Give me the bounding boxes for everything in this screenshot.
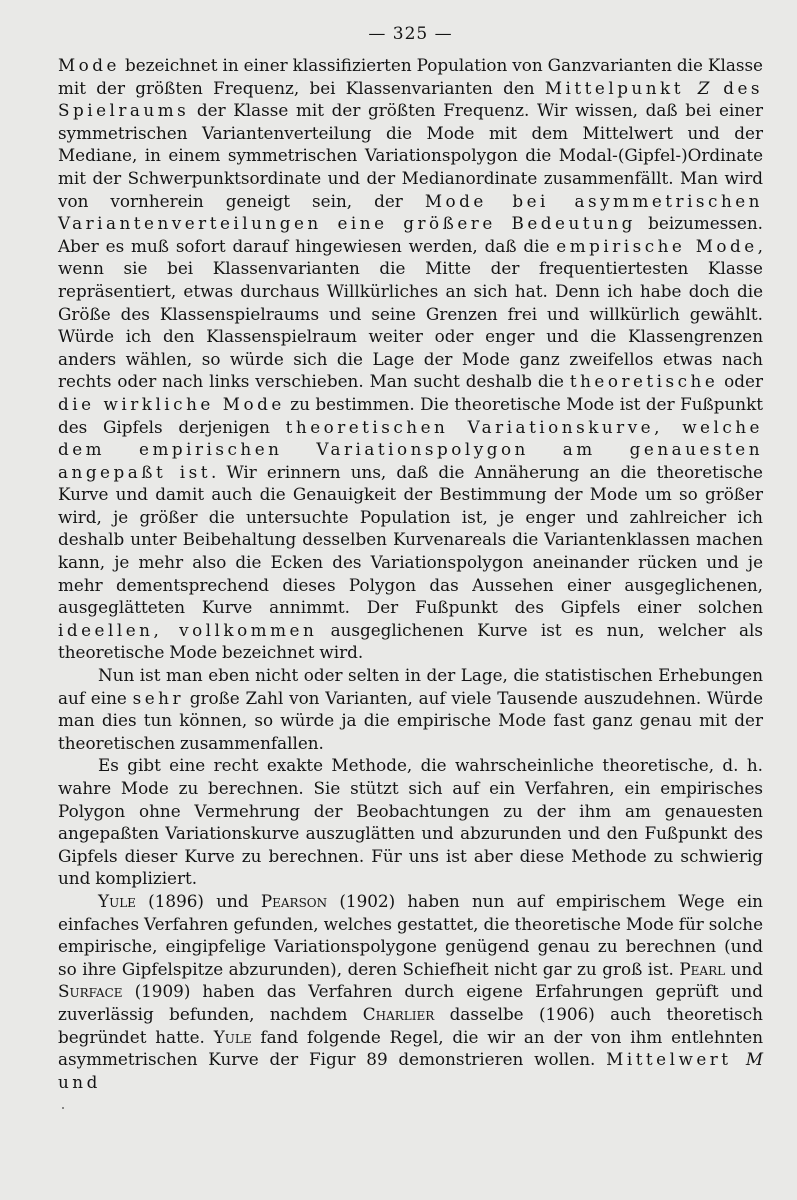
- page-number: — 325 —: [368, 24, 453, 44]
- text-run: und: [725, 958, 763, 979]
- text-run: fand folgende Regel, die wir an der von ihm entlehnten asymmetrischen Kurve der Figur 89 demonstrieren wollen.: [58, 1026, 763, 1070]
- author-name: Yule: [98, 890, 136, 911]
- paragraph: [58, 664, 763, 754]
- emphasis-text: Mittelwert: [606, 1049, 746, 1070]
- text-run: zu bestimmen. Die theoretische Mode ist der Fußpunkt des Gipfels derjenigen: [58, 393, 764, 437]
- text-run: . Wir erinnern uns, daß die Annäherung an die theoretische Kurve und damit auch die Genauigkeit der Bestimmung der Mode um so größer wird, je größer die untersuchte Population ist, je enger und zahlreicher ich deshalb unter Beibehaltung desselben Kurvenareals die Variantenklassen machen kann, je mehr also die Ecken des Variationspolygon aneinander rücken und je mehr dementsprechend dieses Polygon das Aussehen einer ausgeglichenen, ausgeglätteten Kurve annimmt. Der Fußpunkt des Gipfels einer solchen: [58, 461, 763, 618]
- text-run: (1902) haben nun auf empirischem Wege ein einfaches Verfahren gefunden, welches gestattet, die theoretische Mode für solche empirische, eingipfelige Variationspolygone genügend genau zu berechnen (und so ihre Gipfelspitze abzurunden), deren Schiefheit nicht gar zu groß ist.: [58, 890, 763, 979]
- emphasis-text: Mode bei asymmetrischen Variantenverteilungen eine größere Bedeutung: [58, 190, 763, 234]
- author-name: Pearl: [679, 958, 726, 979]
- print-speck: [62, 1107, 64, 1109]
- author-name: Pearson: [260, 890, 328, 911]
- paragraph: [58, 754, 763, 890]
- author-name: Surface: [58, 981, 123, 1002]
- author-name: Yule: [213, 1026, 252, 1047]
- author-name: Charlier: [362, 1003, 435, 1024]
- emphasis-text: Mode: [58, 55, 120, 75]
- text-run: bezeichnet in einer klassifizierten Population von Ganzvarianten die Klasse mit der größten Frequenz, bei Klassenvarianten den: [58, 55, 763, 98]
- text-run: , wenn sie bei Klassenvarianten die Mitte der frequentiertesten Klasse repräsentiert, etwas durchaus Willkürliches an sich hat. Denn ich habe doch die Größe des Klassenspielraums und seine Grenzen frei und willkürlich gewählt. Würde ich den Klassenspielraum weiter oder enger und die Klassengrenzen anders wählen, so würde sich die Lage der Mode ganz zweifellos etwas nach rechts oder nach links verschieben. Man sucht deshalb die: [58, 235, 764, 392]
- text-run: der Klasse mit der größten Frequenz. Wir wissen, daß bei einer symmetrischen Variantenverteilung die Mode mit dem Mittelwert und der Mediane, in einem symmetrischen Variationspolygon die Modal-(Gipfel-)Ordinate mit der Schwerpunktsordinate und der Medianordinate zusammenfällt. Man wird von vornherein geneigt sein, der: [58, 100, 763, 211]
- emphasis-text: theoretischen Variationskurve, welche dem empirischen Variationspolygon am genauesten angepaßt ist: [58, 416, 763, 482]
- text-run: oder: [718, 371, 763, 392]
- text-run: dasselbe (1906) auch theoretisch begründet hatte.: [58, 1003, 763, 1047]
- text-run: Es gibt eine recht exakte Methode, die wahrscheinliche theoretische, d. h. wahre Mode zu berechnen. Sie stützt sich auf ein Verfahren, ein empirisches Polygon ohne Vermehrung der Beobachtungen zu der ihm am genauesten angepaßten Variationskurve auszuglätten und abzurunden und den Fußpunkt des Gipfels dieser Kurve zu berechnen. Für uns ist aber diese Methode zu schwierig und kompliziert.: [58, 755, 763, 889]
- symbol-text: M: [745, 1049, 763, 1070]
- emphasis-text: und: [58, 1071, 101, 1092]
- body-text: [58, 54, 763, 1093]
- symbol-text: Z: [697, 77, 710, 98]
- text-run: (1896) und: [135, 890, 261, 911]
- paragraph: [58, 54, 763, 664]
- emphasis-text: des Spielraums: [58, 77, 763, 121]
- paragraph: [58, 890, 763, 1093]
- text-run: beizumessen. Aber es muß sofort darauf hingewiesen werden, daß die: [58, 213, 763, 256]
- emphasis-text: theoretische: [569, 371, 719, 392]
- emphasis-text: die wirkliche Mode: [58, 393, 285, 414]
- text-run: (1909) haben das Verfahren durch eigene Erfahrungen geprüft und zuverlässig befunden, nachdem: [58, 981, 763, 1024]
- emphasis-text: empirische Mode: [556, 235, 758, 256]
- text-run: große Zahl von Varianten, auf viele Tausende auszudehnen. Würde man dies tun können, so würde ja die empirische Mode fast ganz genau mit der theoretischen zusammenfallen.: [58, 687, 763, 753]
- emphasis-text: ideellen, vollkommen: [58, 619, 318, 640]
- text-run: Nun ist man eben nicht oder selten in der Lage, die statistischen Erhebungen auf eine: [58, 665, 763, 708]
- text-run: ausgeglichenen Kurve ist es nun, welcher als theoretische Mode bezeichnet wird.: [58, 619, 763, 663]
- emphasis-text: sehr: [132, 687, 184, 708]
- emphasis-text: Mittelpunkt: [544, 77, 698, 98]
